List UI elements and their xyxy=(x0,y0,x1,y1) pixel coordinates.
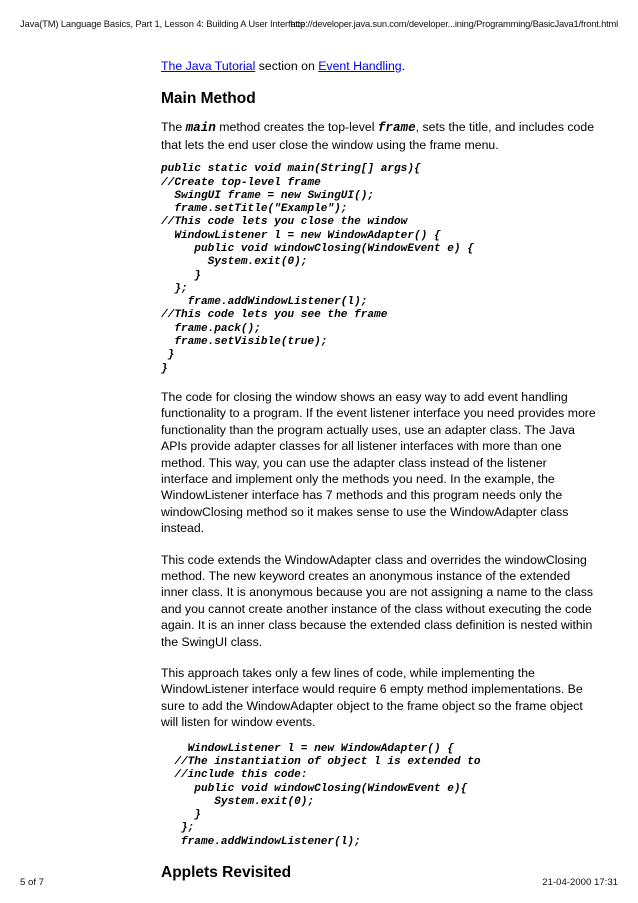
approach-paragraph: This approach takes only a few lines of code, while implementing the WindowListener interface would require 6 empty method implementations. Be sure to add the WindowAdapter object to the frame object so the frame object will listen for window events. xyxy=(161,666,583,730)
page-number: 5 of 7 xyxy=(20,877,45,888)
frame-code-term: frame xyxy=(377,121,416,136)
main-method-heading: Main Method xyxy=(161,90,256,108)
intro-period: . xyxy=(401,59,406,73)
p1-text-a: The xyxy=(161,120,186,135)
main-method-code-block: public static void main(String[] args){ //Create top-level frame SwingUI frame = new SwingUI(); frame.setTitle("Example"); //This code lets you close the window WindowListener l = new WindowAdapter() { public void windowClosing(WindowEvent e) { System.exit(0); } }; frame.addWindowListener(l); //This code lets you see the frame frame.pack(); frame.setVisible(true); } } xyxy=(161,163,474,375)
print-header xyxy=(20,18,618,32)
main-method-paragraph xyxy=(161,119,597,153)
header-page-title: Java(TM) Language Basics, Part 1, Lesson 4: Building A User Interface xyxy=(20,18,306,29)
print-footer xyxy=(20,877,618,891)
p1-text-c: , sets the title, and includes code that lets the end user close the window using the frame menu. xyxy=(161,120,595,152)
p1-text-b: method creates the top-level xyxy=(215,120,378,135)
document-body xyxy=(161,58,597,883)
main-code-term: main xyxy=(185,121,216,136)
adapter-paragraph: The code for closing the window shows an easy way to add event handling functionality to a program. If the event listener interface you need provides more functionality than the program actually uses, use an adapter class. The Java APIs provide adapter classes for all listener interfaces with more than one method. This way, you can use the adapter class instead of the listener interface and implement only the methods you need. In the example, the WindowListener interface has 7 methods and this program needs only the windowClosing method so it makes sense to use the WindowAdapter class instead. xyxy=(161,389,596,536)
header-url: http://developer.java.sun.com/developer...ining/Programming/BasicJava1/front.html xyxy=(290,18,618,29)
intro-text: section on xyxy=(255,59,319,73)
window-adapter-code-block: WindowListener l = new WindowAdapter() { //The instantiation of object l is extended to //include this code: public void windowClosing(WindowEvent e){ System.exit(0); } }; frame.addWindowListener(l); xyxy=(174,742,481,848)
print-date: 21-04-2000 17:31 xyxy=(542,877,618,888)
applets-revisited-heading: Applets Revisited xyxy=(161,864,292,882)
anonymous-class-paragraph: This code extends the WindowAdapter class and overrides the windowClosing method. The new keyword creates an anonymous instance of the extended inner class. It is anonymous because you are not assigning a name to the class and you cannot create another instance of the class without executing the code again. It is an inner class because the extended class definition is nested within the SwingUI class. xyxy=(161,552,594,649)
intro-paragraph xyxy=(161,58,597,74)
java-tutorial-link[interactable]: The Java Tutorial xyxy=(161,59,256,73)
event-handling-link[interactable]: Event Handling xyxy=(318,59,402,73)
